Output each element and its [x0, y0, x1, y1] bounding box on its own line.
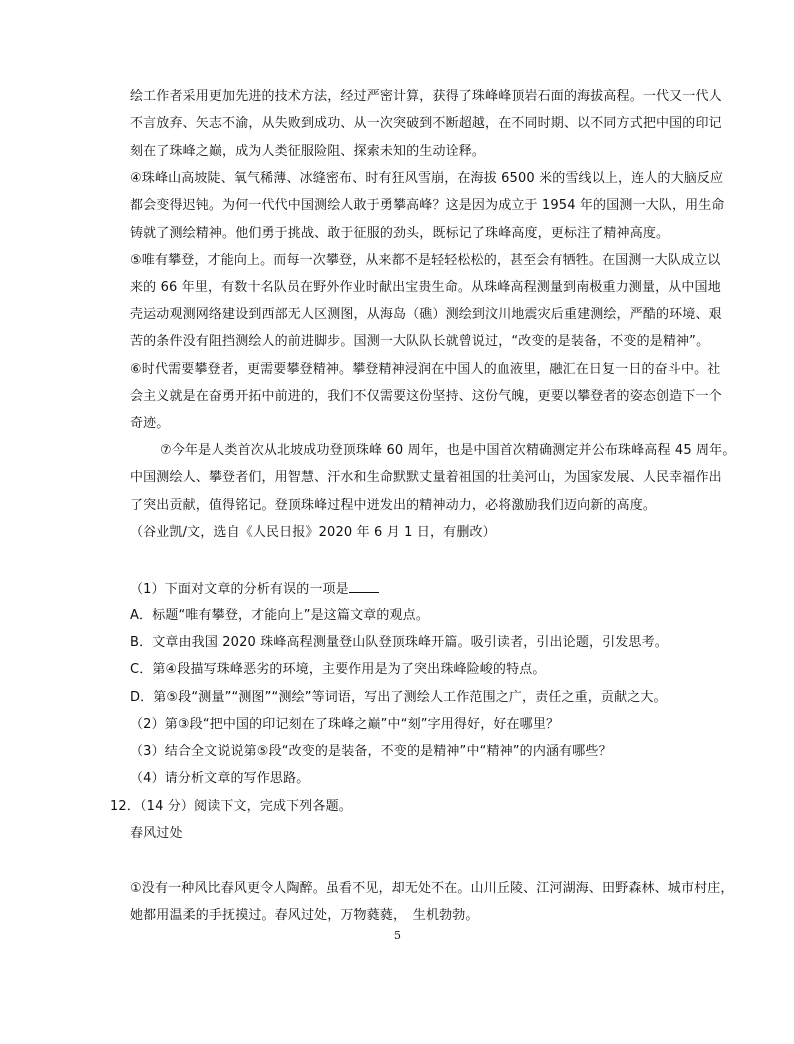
paragraph-5-line: 壳运动观测网络建设到西部无人区测图，从海岛（礁）测绘到汶川地震灾后重建测绘，严酷的环境、艰 [130, 307, 722, 322]
paragraph-4-line: 铸就了测绘精神。他们勇于挑战、敢于征服的劲头，既标记了珠峰高度，更标注了精神高度。 [130, 226, 670, 241]
paragraph-4-line: 都会变得迟钝。为何一代代中国测绘人敢于勇攀高峰？这是因为成立于 1954 年的国测一大队，用生命 [130, 198, 725, 213]
paragraph-7-line: 了突出贡献，值得铭记。登顶珠峰过程中迸发出的精神动力，必将激励我们迈向新的高度。 [130, 498, 657, 513]
paragraph-5-line: 苦的条件没有阻挡测绘人的前进脚步。国测一大队队长就曾说过，“改变的是装备，不变的是精神”。 [130, 334, 710, 349]
paragraph-7-line: 中国测绘人、攀登者们，用智慧、汗水和生命默默丈量着祖国的壮美河山，为国家发展、人民幸福作出 [130, 470, 722, 485]
paragraph-5-line: 来的 66 年里，有数十名队员在野外作业时献出宝贵生命。从珠峰高程测量到南极重力测量，从中国地 [130, 280, 721, 295]
option-b: B．文章由我国 2020 珠峰高程测量登山队登顶珠峰开篇。吸引读者，引出论题，引发思考。 [130, 635, 668, 650]
question-12-heading: 12．（14 分）阅读下文，完成下列各题。 [110, 799, 352, 814]
question-1 [130, 580, 700, 599]
passage-line: 刻在了珠峰之巅，成为人类征服险阻、探索未知的生动诠释。 [130, 144, 486, 159]
question-3: （3）结合全文说说第⑤段“改变的是装备，不变的是精神”中“精神”的内涵有哪些？ [130, 744, 612, 759]
question-2: （2）第③段“把中国的印记刻在了珠峰之巅”中“刻”字用得好，好在哪里？ [130, 717, 560, 732]
answer-blank[interactable] [349, 580, 379, 593]
page-number: 5 [394, 929, 401, 942]
article-paragraph-1-line: ①没有一种风比春风更令人陶醉。虽看不见，却无处不在。山川丘陵、江河湖海、田野森林、城市村庄， [130, 881, 734, 896]
option-c: C．第④段描写珠峰恶劣的环境，主要作用是为了突出珠峰险峻的特点。 [130, 662, 546, 677]
question-1-text: （1）下面对文章的分析有误的一项是 [130, 582, 349, 597]
paragraph-4-line: ④珠峰山高坡陡、氧气稀薄、冰缝密布、时有狂风雪崩，在海拔 6500 米的雪线以上，连人的大脑反应 [130, 171, 724, 186]
passage-line: 绘工作者采用更加先进的技术方法，经过严密计算，获得了珠峰峰顶岩石面的海拔高程。一代又一代人 [130, 89, 722, 104]
paragraph-7-line: ⑦今年是人类首次从北坡成功登顶珠峰 60 周年，也是中国首次精确测定并公布珠峰高程 45 周年。 [160, 443, 736, 458]
paragraph-6-line: 奇迹。 [130, 416, 170, 431]
paragraph-6-line: 会主义就是在奋勇开拓中前进的，我们不仅需要这份坚持、这份气魄，更要以攀登者的姿态创造下一个 [130, 389, 722, 404]
option-d: D．第⑤段“测量”“测图”“测绘”等词语，写出了测绘人工作范围之广，责任之重，贡献之大。 [130, 690, 667, 705]
source-citation: （谷业凯/文，选自《人民日报》2020 年 6 月 1 日，有删改） [130, 525, 496, 540]
passage-line: 不言放弃、矢志不渝，从失败到成功、从一次突破到不断超越，在不同时期、以不同方式把中国的印记 [130, 116, 722, 131]
option-a: A．标题“唯有攀登，才能向上”是这篇文章的观点。 [130, 608, 429, 623]
paragraph-5-line: ⑤唯有攀登，才能向上。而每一次攀登，从来都不是轻轻松松的，甚至会有牺牲。在国测一大队成立以 [130, 253, 721, 268]
article-title: 春风过处 [130, 826, 183, 841]
paragraph-6-line: ⑥时代需要攀登者，更需要攀登精神。攀登精神浸润在中国人的血液里，融汇在日复一日的奋斗中。社 [130, 362, 721, 377]
question-4: （4）请分析文章的写作思路。 [130, 771, 310, 786]
article-paragraph-1-line: 她都用温柔的手抚摸过。春风过处，万物蕤蕤， 生机勃勃。 [130, 908, 479, 923]
